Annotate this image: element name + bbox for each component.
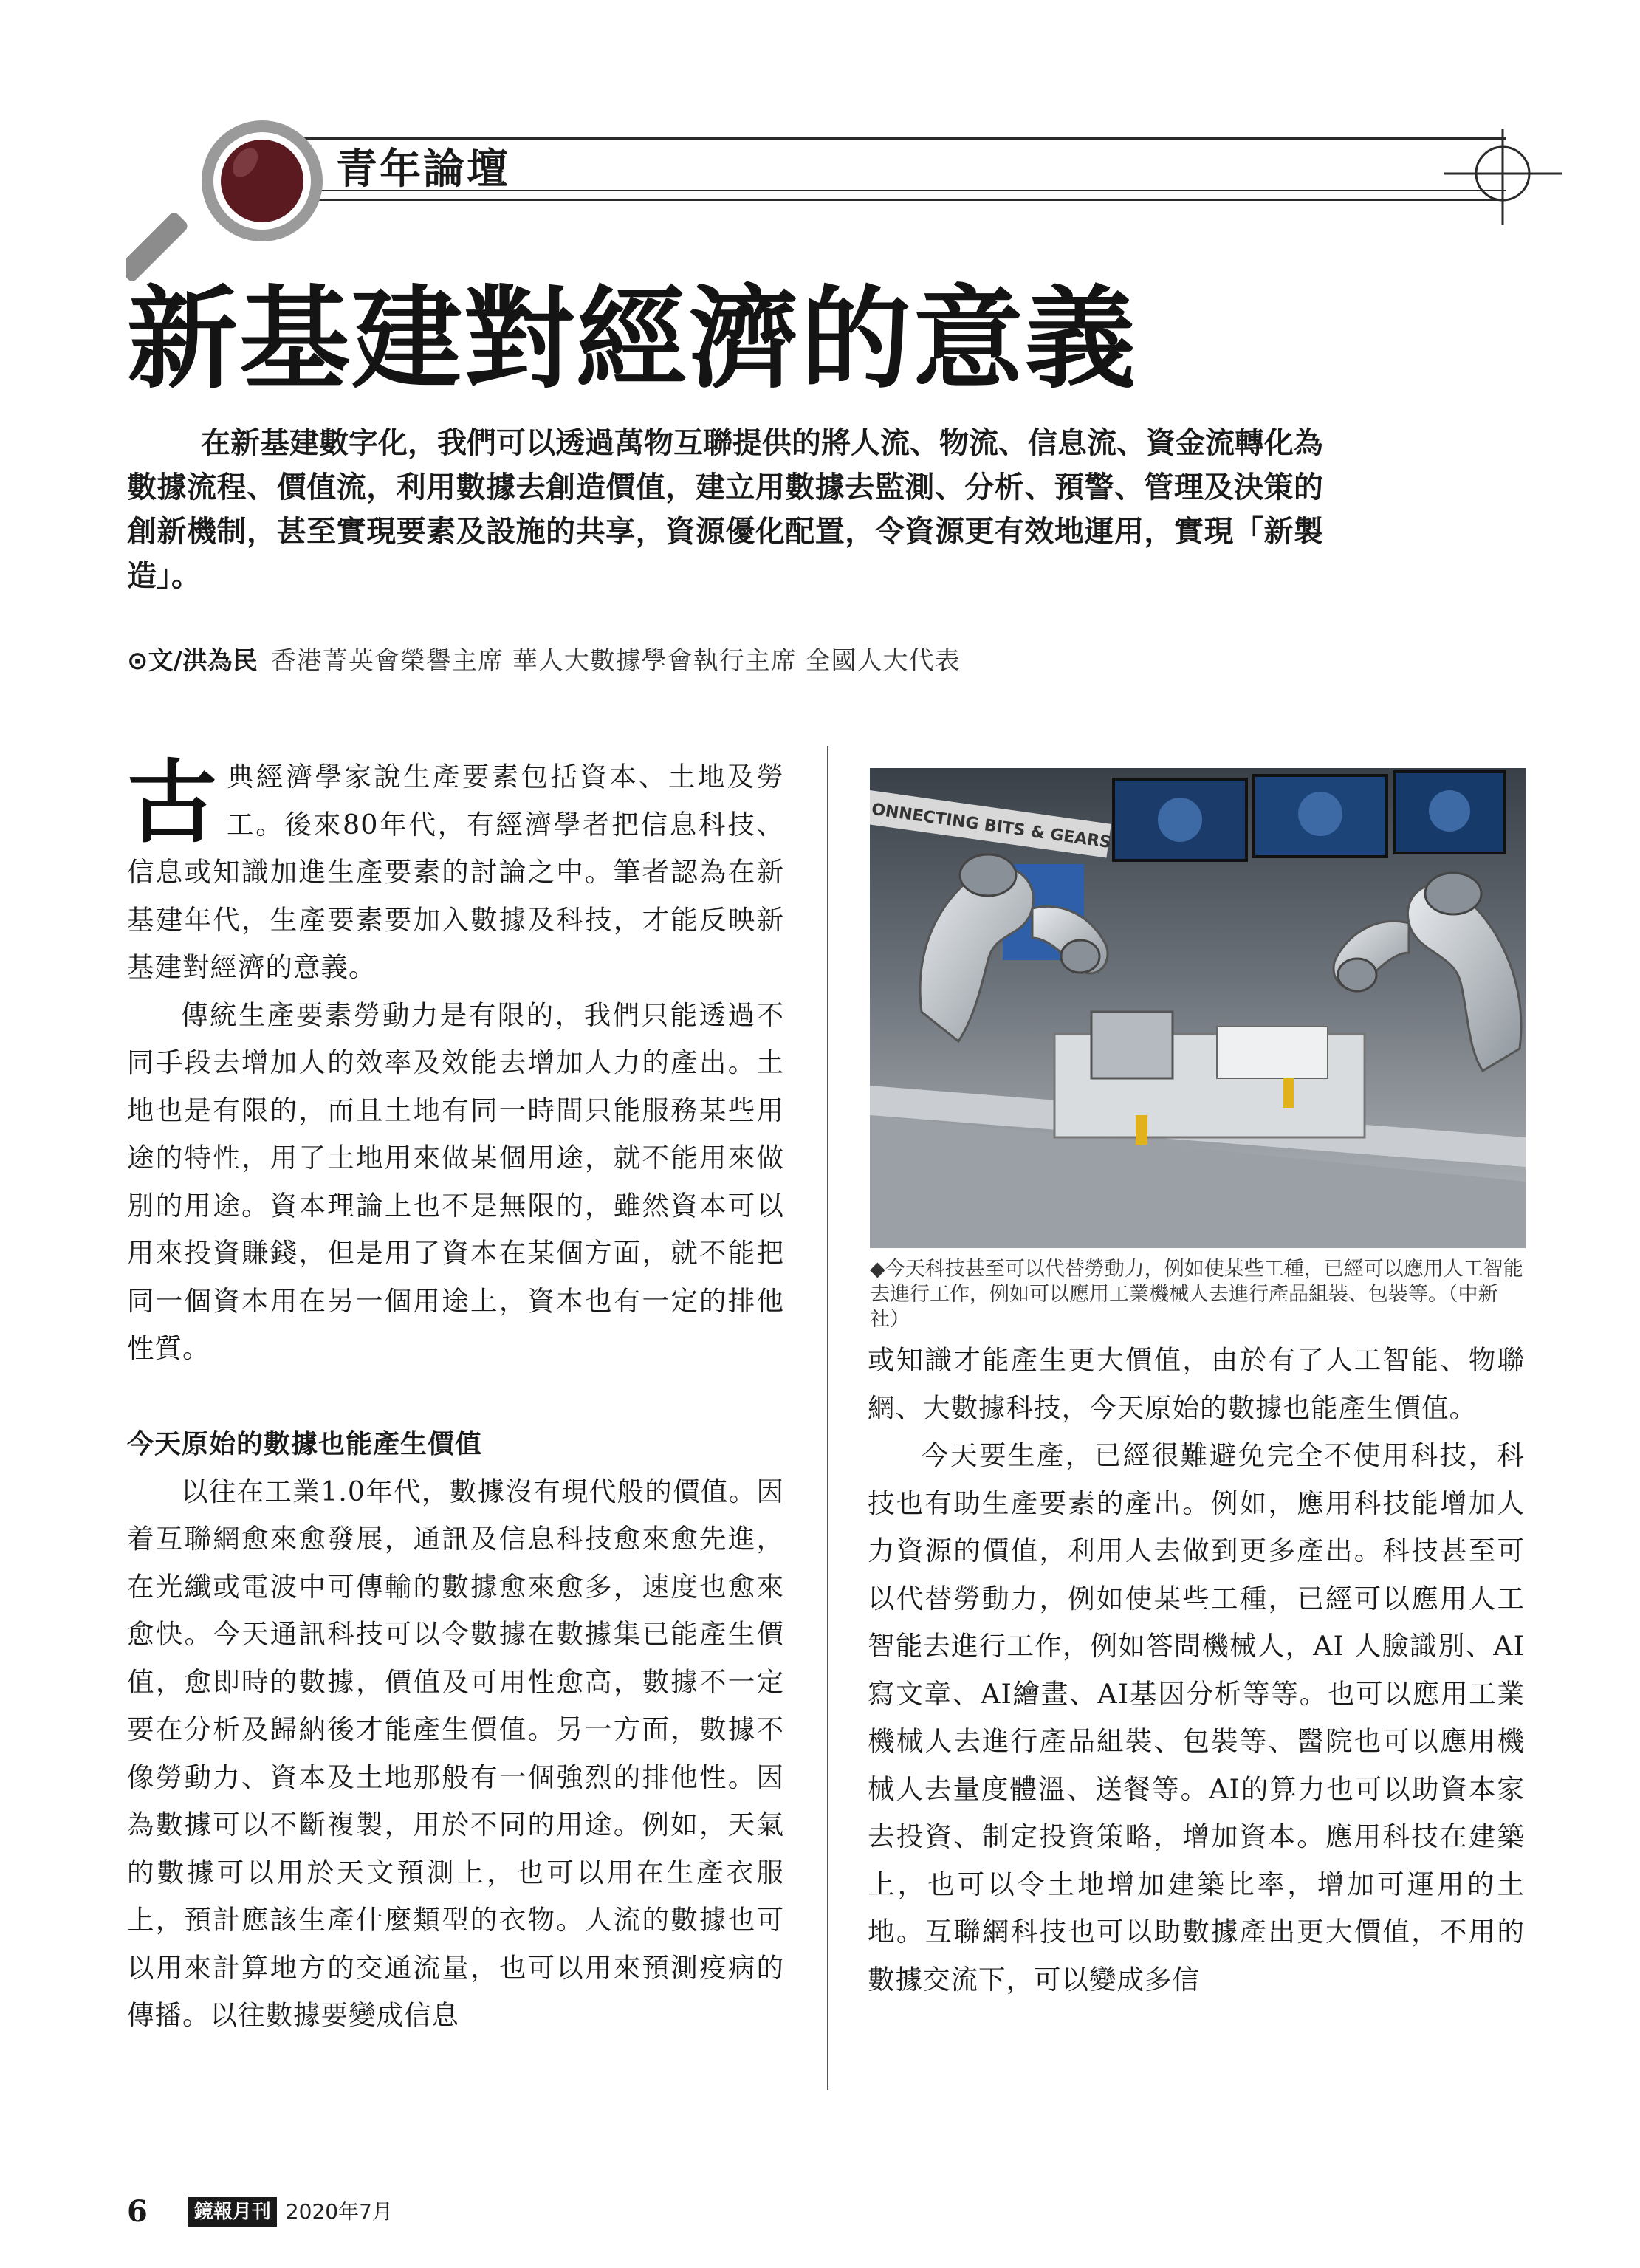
page-footer — [127, 2194, 393, 2229]
byline-author-titles: 香港菁英會榮譽主席 華人大數據學會執行主席 全國人大代表 — [270, 646, 961, 676]
photo-sign-text: ONNECTING BITS & GEARS — [870, 800, 1113, 853]
paragraph: 今天要生產，已經很難避免完全不使用科技，科技也有助生產要素的產出。例如，應用科技能增加人力資源的價值，利用人去做到更多產出。科技甚至可以代替勞動力，例如使某些工種，已經可以應用人工智能去進行工作，例如答問機械人，AI 人臉識別、AI寫文章、AI繪畫、AI基因分析等等。也可以應用工業機械人去進行產品組裝、包裝等、醫院也可以應用機械人去量度體溫、送餐等。AI的算力也可以助資本家去投資、制定投資策略，增加資本。應用科技在建築上，也可以令土地增加建築比率，增加可運用的土地。互聯網科技也可以助數據產出更大價值，不用的數據交流下，可以變成多信 — [868, 1439, 1525, 1995]
paragraph: 傳統生產要素勞動力是有限的，我們只能透過不同手段去增加人的效率及效能去增加人力的產出。土地也是有限的，而且土地有同一時間只能服務某些用途的特性，用了土地用來做某個用途，就不能用來做別的用途。資本理論上也不是無限的，雖然資本可以用來投資賺錢，但是用了資本在某個方面，就不能把同一個資本用在另一個用途上，資本也有一定的排他性質。 — [127, 998, 784, 1364]
crosshair-icon — [1444, 129, 1562, 225]
robot-arms-illustration — [870, 768, 1526, 1248]
paragraph-text: 典經濟學家說生產要素包括資本、土地及勞工。後來80年代，有經濟學者把信息科技、信息或知識加進生產要素的討論之中。筆者認為在新基建年代，生產要素要加入數據及科技，才能反映新基建對經濟的意義。 — [127, 761, 784, 983]
paragraph: 以往在工業1.0年代，數據沒有現代般的價值。因着互聯網愈來愈發展，通訊及信息科技愈來愈先進，在光纖或電波中可傳輸的數據愈來愈多，速度也愈來愈快。今天通訊科技可以令數據在數據集已能產生價值，愈即時的數據，價值及可用性愈高，數據不一定要在分析及歸納後才能產生價值。另一方面，數據不像勞動力、資本及土地那般有一個強烈的排他性。因為數據可以不斷複製，用於不同的用途。例如，天氣的數據可以用於天文預測上，也可以用在生產衣服上，預計應該生產什麼類型的衣物。人流的數據也可以用來計算地方的交通流量，也可以用來預測疫病的傳播。以往數據要變成信息 — [127, 1475, 784, 2031]
article-lead — [127, 421, 1323, 598]
byline-author: 文/洪為民 — [148, 646, 258, 676]
photo-caption: ◆今天科技甚至可以代替勞動力，例如使某些工種，已經可以應用人工智能去進行工作，例如可以應用工業機械人去進行產品組裝、包裝等。（中新社） — [870, 1258, 1523, 1331]
article-lead-text: 在新基建數字化，我們可以透過萬物互聯提供的將人流、物流、信息流、資金流轉化為數據流程、價值流，利用數據去創造價值，建立用數據去監測、分析、預警、管理及決策的創新機制，甚至實現要素及設施的共享，資源優化配置，令資源更有效地運用，實現「新製造」。 — [127, 425, 1323, 593]
section-label: 青年論壇 — [336, 145, 510, 193]
dropcap: 古 — [127, 750, 218, 855]
paragraph: 或知識才能產生更大價值，由於有了人工智能、物聯網、大數據科技，今天原始的數據也能產生價值。 — [868, 1344, 1525, 1424]
publication-name: 鏡報月刊 — [188, 2197, 277, 2227]
article-photo — [870, 768, 1526, 1248]
left-column — [127, 750, 784, 2040]
byline-mark: ⊙ — [127, 646, 148, 676]
page-number: 6 — [127, 2194, 148, 2229]
article-title: 新基建對經濟的意義 — [127, 275, 1138, 404]
right-column — [868, 1337, 1525, 2004]
subheading: 今天原始的數據也能產生價值 — [127, 1428, 483, 1459]
column-divider — [827, 746, 828, 2090]
paragraph — [127, 750, 784, 992]
magnifier-icon — [126, 111, 347, 303]
publication-date: 2020年7月 — [285, 2199, 393, 2224]
byline — [127, 643, 961, 679]
